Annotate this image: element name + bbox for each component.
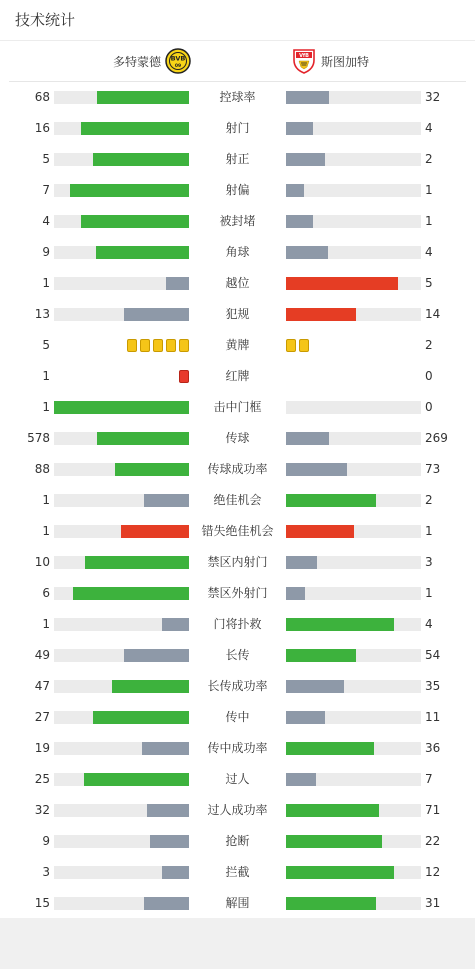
home-bar-fill <box>112 680 189 693</box>
teams-header <box>9 41 466 82</box>
away-value: 31 <box>425 896 441 910</box>
away-bar-track <box>286 246 421 259</box>
stat-label: 击中门框 <box>213 400 262 414</box>
away-bar-fill <box>286 897 376 910</box>
away-bar-track <box>286 401 421 414</box>
stat-row <box>0 578 475 609</box>
home-bar-fill <box>124 649 189 662</box>
home-bar-fill <box>54 401 189 414</box>
home-bar-fill <box>162 866 189 879</box>
home-bar-track <box>54 401 189 414</box>
away-bar-track <box>286 91 421 104</box>
stat-label: 射门 <box>225 121 250 135</box>
stat-label: 红牌 <box>225 369 250 383</box>
home-bar-fill <box>93 711 189 724</box>
page-title: 技术统计 <box>0 0 475 41</box>
stat-row <box>0 423 475 454</box>
away-value: 22 <box>425 834 441 848</box>
svg-text:VfB: VfB <box>299 53 309 59</box>
away-bar-fill <box>286 587 305 600</box>
away-bar-fill <box>286 122 313 135</box>
stat-label: 禁区外射门 <box>207 586 268 600</box>
home-value: 32 <box>34 803 50 817</box>
away-value: 1 <box>425 524 433 538</box>
away-value: 71 <box>425 803 441 817</box>
home-value: 16 <box>34 121 50 135</box>
away-value: 73 <box>425 462 441 476</box>
away-bar-track <box>286 866 421 879</box>
away-team-name: 斯图加特 <box>321 54 370 69</box>
home-bar-fill <box>97 91 189 104</box>
away-bar-fill <box>286 711 325 724</box>
home-bar-fill <box>144 494 189 507</box>
home-bar-track <box>54 525 189 538</box>
away-value: 36 <box>425 741 441 755</box>
away-bar-track <box>286 525 421 538</box>
home-value: 1 <box>42 276 50 290</box>
away-bar-fill <box>286 556 317 569</box>
stat-label: 传中 <box>225 710 250 724</box>
stat-row <box>0 237 475 268</box>
home-bar-track <box>54 742 189 755</box>
stat-label: 传中成功率 <box>207 741 268 755</box>
stat-label: 绝佳机会 <box>213 493 262 507</box>
away-bar-track <box>286 463 421 476</box>
yellow-card-icon <box>127 339 137 352</box>
home-value: 9 <box>42 834 50 848</box>
stat-row <box>0 609 475 640</box>
home-bar-fill <box>81 122 189 135</box>
away-bar-track <box>286 711 421 724</box>
away-bar-track <box>286 184 421 197</box>
stat-row <box>0 671 475 702</box>
away-bar-fill <box>286 525 354 538</box>
stat-row <box>0 888 475 919</box>
away-bar-track <box>286 804 421 817</box>
stats-list <box>0 82 475 919</box>
home-bar-fill <box>81 215 189 228</box>
away-value: 0 <box>425 400 433 414</box>
away-value: 12 <box>425 865 441 879</box>
stat-label: 黄牌 <box>225 338 250 352</box>
stat-row <box>0 330 475 361</box>
home-bar-track <box>54 835 189 848</box>
home-bar-track <box>54 649 189 662</box>
away-value: 0 <box>425 369 433 383</box>
away-bar-fill <box>286 866 394 879</box>
away-value: 2 <box>425 338 433 352</box>
stat-row <box>0 206 475 237</box>
away-bar-fill <box>286 308 356 321</box>
stat-label: 传球成功率 <box>207 462 268 476</box>
stat-row <box>0 299 475 330</box>
away-bar-fill <box>286 277 398 290</box>
home-bar-fill <box>85 556 189 569</box>
away-bar-fill <box>286 680 344 693</box>
away-value: 5 <box>425 276 433 290</box>
home-bar-track <box>54 866 189 879</box>
away-bar-fill <box>286 215 313 228</box>
stat-label: 解围 <box>225 896 250 910</box>
stat-row <box>0 702 475 733</box>
home-value: 5 <box>42 338 50 352</box>
stat-row <box>0 795 475 826</box>
away-bar-track <box>286 897 421 910</box>
stat-label: 过人成功率 <box>207 803 268 817</box>
yellow-card-icon <box>179 339 189 352</box>
stat-label: 长传 <box>225 648 250 662</box>
away-bar-fill <box>286 649 356 662</box>
stat-label: 控球率 <box>219 90 256 104</box>
stat-label: 射正 <box>225 152 250 166</box>
stat-label: 长传成功率 <box>207 679 268 693</box>
home-bar-fill <box>73 587 189 600</box>
home-bar-track <box>54 556 189 569</box>
home-bar-fill <box>84 773 189 786</box>
home-bar-track <box>54 804 189 817</box>
away-value: 7 <box>425 772 433 786</box>
home-value: 49 <box>34 648 50 662</box>
away-bar-fill <box>286 742 374 755</box>
away-bar-track <box>286 587 421 600</box>
home-bar-track <box>54 587 189 600</box>
stat-row <box>0 361 475 392</box>
home-value: 578 <box>27 431 50 445</box>
home-bar-track <box>54 184 189 197</box>
home-bar-track <box>54 463 189 476</box>
away-bar-track <box>286 649 421 662</box>
vfb-crest-icon <box>291 48 317 74</box>
home-bar-track <box>54 680 189 693</box>
stat-row <box>0 764 475 795</box>
away-value: 4 <box>425 245 433 259</box>
stat-label: 过人 <box>225 772 250 786</box>
home-value: 47 <box>34 679 50 693</box>
home-bar-fill <box>166 277 189 290</box>
away-bar-fill <box>286 463 347 476</box>
home-bar-track <box>54 308 189 321</box>
away-bar-track <box>286 680 421 693</box>
stat-label: 射偏 <box>225 183 250 197</box>
stat-row <box>0 175 475 206</box>
home-value: 7 <box>42 183 50 197</box>
away-bar-fill <box>286 804 379 817</box>
stat-row <box>0 392 475 423</box>
yellow-card-icon <box>286 339 296 352</box>
away-bar-fill <box>286 835 382 848</box>
stat-label: 犯规 <box>225 307 250 321</box>
home-bar-track <box>54 618 189 631</box>
bvb-crest-icon <box>165 48 191 74</box>
home-value: 1 <box>42 400 50 414</box>
away-value: 3 <box>425 555 433 569</box>
away-value: 11 <box>425 710 441 724</box>
home-bar-track <box>54 494 189 507</box>
away-bar-track <box>286 773 421 786</box>
away-bar-fill <box>286 184 304 197</box>
stat-label: 禁区内射门 <box>207 555 268 569</box>
away-value: 269 <box>425 431 448 445</box>
away-value: 4 <box>425 121 433 135</box>
away-bar-fill <box>286 246 328 259</box>
red-card-icon <box>179 370 189 383</box>
home-value: 10 <box>34 555 50 569</box>
home-bar-track <box>54 277 189 290</box>
home-value: 27 <box>34 710 50 724</box>
home-value: 9 <box>42 245 50 259</box>
home-value: 5 <box>42 152 50 166</box>
home-bar-fill <box>144 897 189 910</box>
home-bar-fill <box>96 246 189 259</box>
yellow-card-icon <box>140 339 150 352</box>
home-bar-fill <box>150 835 189 848</box>
away-value: 1 <box>425 183 433 197</box>
stat-row <box>0 640 475 671</box>
stat-row <box>0 454 475 485</box>
home-value: 19 <box>34 741 50 755</box>
home-bar-fill <box>97 432 189 445</box>
stat-label: 被封堵 <box>219 214 256 228</box>
stat-label: 传球 <box>225 431 250 445</box>
home-bar-track <box>54 91 189 104</box>
stat-row <box>0 547 475 578</box>
home-bar-track <box>54 153 189 166</box>
stat-row <box>0 857 475 888</box>
home-cards <box>127 339 189 352</box>
stat-row <box>0 516 475 547</box>
away-bar-fill <box>286 773 316 786</box>
away-value: 1 <box>425 586 433 600</box>
away-bar-track <box>286 215 421 228</box>
home-bar-track <box>54 711 189 724</box>
away-bar-track <box>286 432 421 445</box>
away-bar-track <box>286 494 421 507</box>
stat-row <box>0 113 475 144</box>
home-bar-track <box>54 122 189 135</box>
home-team[interactable] <box>113 41 191 81</box>
home-value: 88 <box>34 462 50 476</box>
home-team-name: 多特蒙德 <box>112 54 161 69</box>
away-bar-fill <box>286 618 394 631</box>
home-value: 13 <box>34 307 50 321</box>
away-bar-track <box>286 618 421 631</box>
yellow-card-icon <box>299 339 309 352</box>
away-bar-fill <box>286 91 329 104</box>
away-bar-track <box>286 153 421 166</box>
away-value: 2 <box>425 493 433 507</box>
home-bar-fill <box>93 153 189 166</box>
away-value: 2 <box>425 152 433 166</box>
home-value: 1 <box>42 524 50 538</box>
home-value: 1 <box>42 617 50 631</box>
stat-label: 拦截 <box>225 865 250 879</box>
stat-row <box>0 826 475 857</box>
home-bar-fill <box>121 525 189 538</box>
stat-row <box>0 485 475 516</box>
home-value: 15 <box>34 896 50 910</box>
away-bar-track <box>286 308 421 321</box>
home-value: 68 <box>34 90 50 104</box>
yellow-card-icon <box>153 339 163 352</box>
home-bar-track <box>54 897 189 910</box>
stat-label: 抢断 <box>225 834 250 848</box>
away-value: 54 <box>425 648 441 662</box>
away-bar-fill <box>286 432 329 445</box>
away-value: 1 <box>425 214 433 228</box>
stat-label: 角球 <box>225 245 250 259</box>
svg-text:09: 09 <box>174 64 182 69</box>
yellow-card-icon <box>166 339 176 352</box>
home-bar-fill <box>115 463 189 476</box>
away-bar-fill <box>286 153 325 166</box>
home-bar-fill <box>162 618 189 631</box>
home-value: 4 <box>42 214 50 228</box>
away-value: 35 <box>425 679 441 693</box>
away-value: 14 <box>425 307 441 321</box>
away-bar-track <box>286 742 421 755</box>
stat-label: 越位 <box>225 276 250 290</box>
home-bar-track <box>54 215 189 228</box>
stat-label: 错失绝佳机会 <box>201 524 274 538</box>
away-bar-track <box>286 122 421 135</box>
home-bar-fill <box>124 308 189 321</box>
away-bar-track <box>286 835 421 848</box>
stat-label: 门将扑救 <box>213 617 262 631</box>
stat-row <box>0 82 475 113</box>
away-cards <box>286 339 309 352</box>
home-value: 1 <box>42 493 50 507</box>
away-bar-track <box>286 277 421 290</box>
home-cards <box>179 370 189 383</box>
home-bar-track <box>54 246 189 259</box>
home-bar-fill <box>142 742 189 755</box>
home-value: 1 <box>42 369 50 383</box>
away-value: 4 <box>425 617 433 631</box>
away-value: 32 <box>425 90 441 104</box>
away-bar-fill <box>286 494 376 507</box>
home-bar-track <box>54 773 189 786</box>
home-value: 6 <box>42 586 50 600</box>
svg-text:BVB: BVB <box>170 54 186 63</box>
stat-row <box>0 144 475 175</box>
away-team[interactable] <box>291 41 369 81</box>
stat-row <box>0 733 475 764</box>
home-value: 3 <box>42 865 50 879</box>
stat-row <box>0 268 475 299</box>
home-bar-fill <box>147 804 189 817</box>
home-bar-fill <box>70 184 189 197</box>
away-bar-track <box>286 556 421 569</box>
home-value: 25 <box>34 772 50 786</box>
home-bar-track <box>54 432 189 445</box>
